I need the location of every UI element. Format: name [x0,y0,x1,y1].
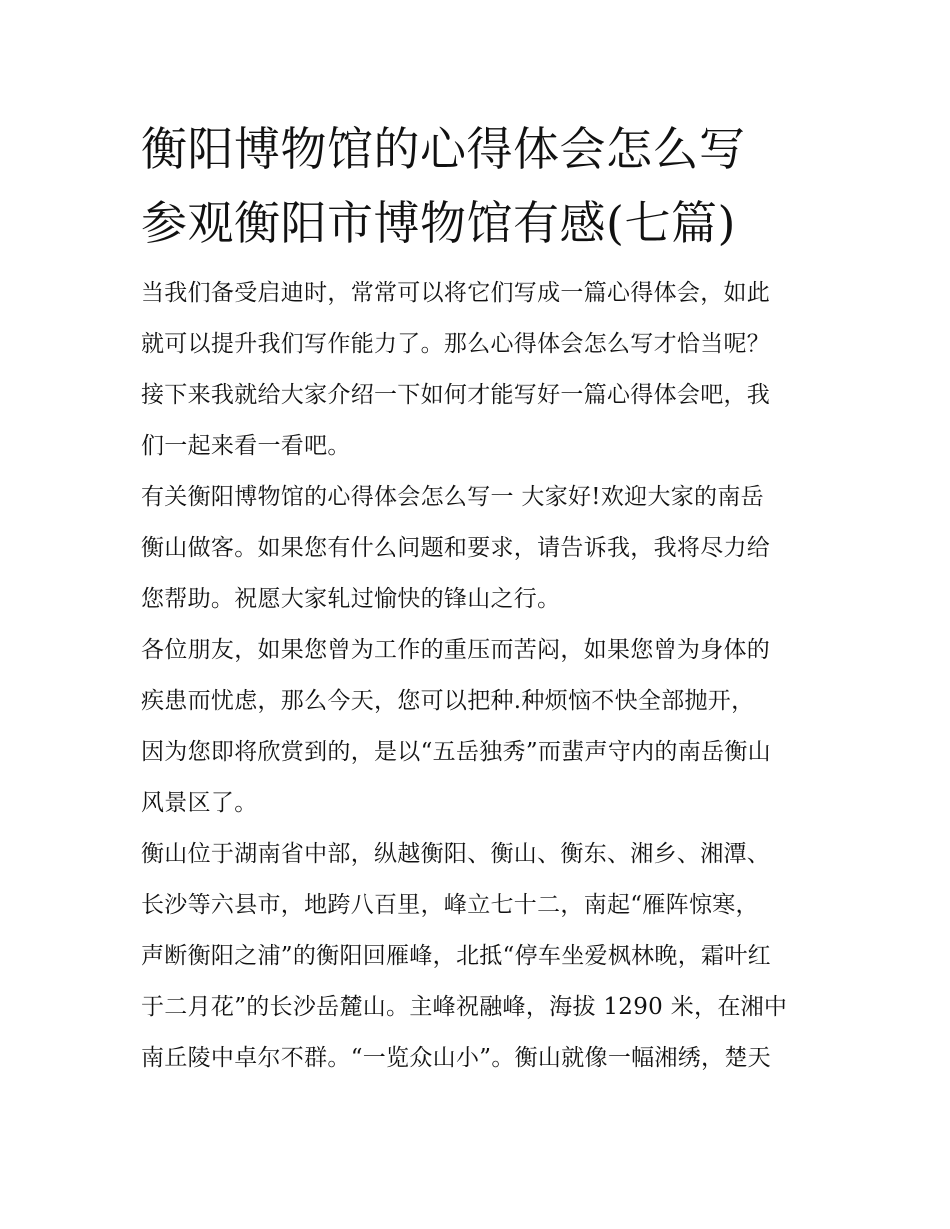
text-line: 们一起来看一看吧。 [141,433,351,459]
text-line: 风景区了。 [141,790,258,816]
text-line: 于二月花”的长沙岳麓山。主峰祝融峰，海拔 1290 米，在湘中 [141,994,788,1020]
paragraph-hengshan [141,829,811,1084]
title-line: 衡阳博物馆的心得体会怎么写 [141,122,746,176]
title-line: 参观衡阳市博物馆有感(七篇) [141,196,736,250]
text-line: 衡山做客。如果您有什么问题和要求，请告诉我，我将尽力给 [141,535,771,561]
document-page [141,112,811,1084]
text-line: 疾患而忧虑，那么今天，您可以把种.种烦恼不快全部抛开， [141,688,755,714]
paragraph-intro [141,268,811,472]
text-line: 各位朋友，如果您曾为工作的重压而苦闷，如果您曾为身体的 [141,637,771,663]
text-line: 当我们备受启迪时，常常可以将它们写成一篇心得体会，如此 [141,280,771,306]
text-line: 有关衡阳博物馆的心得体会怎么写一 大家好!欢迎大家的南岳 [141,484,764,510]
text-line: 声断衡阳之浦”的衡阳回雁峰，北抵“停车坐爱枫林晚，霜叶红 [141,943,771,969]
text-line: 您帮助。祝愿大家轧过愉快的锋山之行。 [141,586,561,612]
text-line: 衡山位于湖南省中部，纵越衡阳、衡山、衡东、湘乡、湘潭、 [141,841,771,867]
text-line: 南丘陵中卓尔不群。“一览众山小”。衡山就像一幅湘绣，楚天 [141,1045,771,1071]
text-line: 接下来我就给大家介绍一下如何才能写好一篇心得体会吧，我 [141,382,771,408]
text-line: 长沙等六县市，地跨八百里，峰立七十二，南起“雁阵惊寒， [141,892,759,918]
text-line: 就可以提升我们写作能力了。那么心得体会怎么写才恰当呢？ [141,331,771,357]
text-line: 因为您即将欣赏到的，是以“五岳独秀”而蜚声守内的南岳衡山 [141,739,771,765]
document-body [141,268,811,1084]
paragraph-friends [141,625,811,829]
document-title [141,112,811,260]
paragraph-greeting [141,472,811,625]
